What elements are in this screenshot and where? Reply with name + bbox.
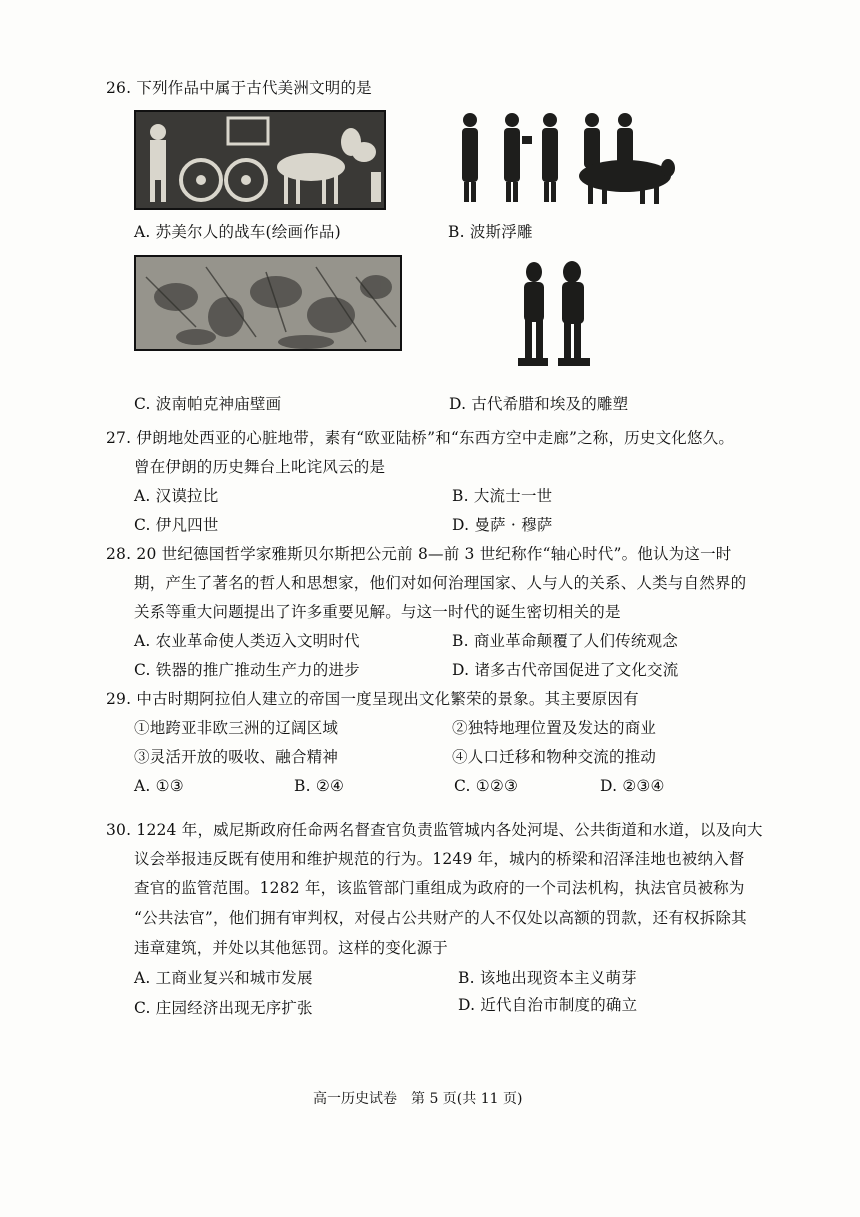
q29-option-b: B. ②④ <box>294 777 345 795</box>
q30-stem-line5: 违章建筑，并处以其他惩罚。这样的变化源于 <box>134 939 449 957</box>
q29-option-d: D. ②③④ <box>600 777 665 795</box>
q29-statement-2: ②独特地理位置及发达的商业 <box>452 719 657 737</box>
image-sumerian-chariot <box>134 110 386 210</box>
q29-statement-1: ①地跨亚非欧三洲的辽阔区域 <box>134 719 339 737</box>
q29-statement-3: ③灵活开放的吸收、融合精神 <box>134 748 339 766</box>
image-greek-egyptian-statues <box>512 258 598 370</box>
q27-option-a: A. 汉谟拉比 <box>134 487 219 505</box>
q28-stem-line3: 关系等重大问题提出了许多重要见解。与这一时代的诞生密切相关的是 <box>134 603 621 621</box>
q29-option-c: C. ①②③ <box>454 777 519 795</box>
q27-stem-line1: 27. 伊朗地处西亚的心脏地带，素有“欧亚陆桥”和“东西方空中走廊”之称，历史文化悠久。 <box>106 429 735 447</box>
q28-stem-line2: 期，产生了著名的哲人和思想家，他们对如何治理国家、人与人的关系、人类与自然界的 <box>134 574 747 592</box>
q26-option-d: D. 古代希腊和埃及的雕塑 <box>449 395 629 413</box>
image-persian-relief <box>440 108 675 208</box>
q28-stem-line1: 28. 20 世纪德国哲学家雅斯贝尔斯把公元前 8—前 3 世纪称作“轴心时代”。他认为这一时 <box>106 545 732 563</box>
q26-option-c: C. 波南帕克神庙壁画 <box>134 395 282 413</box>
image-bonampak-mural <box>134 255 402 351</box>
q30-stem-line1: 30. 1224 年，威尼斯政府任命两名督查官负责监管城内各处河堤、公共街道和水道，以及向大 <box>106 821 763 839</box>
q27-stem-line2: 曾在伊朗的历史舞台上叱诧风云的是 <box>134 458 386 476</box>
q30-option-d: D. 近代自治市制度的确立 <box>458 996 638 1014</box>
q26-stem: 26. 下列作品中属于古代美洲文明的是 <box>106 79 372 97</box>
q30-stem-line2: 议会举报违反既有使用和维护规范的行为。1249 年，城内的桥梁和沼泽洼地也被纳入督 <box>134 850 745 868</box>
q28-option-a: A. 农业革命使人类迈入文明时代 <box>134 632 360 650</box>
q30-option-b: B. 该地出现资本主义萌芽 <box>458 969 637 987</box>
q26-option-a: A. 苏美尔人的战车(绘画作品) <box>134 223 341 241</box>
q29-statement-4: ④人口迁移和物种交流的推动 <box>452 748 657 766</box>
q30-option-c: C. 庄园经济出现无序扩张 <box>134 999 313 1017</box>
page-footer: 高一历史试卷 第 5 页(共 11 页) <box>313 1091 523 1107</box>
q26-option-b: B. 波斯浮雕 <box>448 223 533 241</box>
q30-stem-line4: “公共法官”，他们拥有审判权，对侵占公共财产的人不仅处以高额的罚款，还有权拆除其 <box>134 909 747 927</box>
q28-option-b: B. 商业革命颠覆了人们传统观念 <box>452 632 678 650</box>
q27-option-c: C. 伊凡四世 <box>134 516 219 534</box>
q28-option-c: C. 铁器的推广推动生产力的进步 <box>134 661 360 679</box>
q27-option-d: D. 曼萨 · 穆萨 <box>452 516 553 534</box>
q30-option-a: A. 工商业复兴和城市发展 <box>134 969 313 987</box>
q30-stem-line3: 查官的监管范围。1282 年，该监管部门重组成为政府的一个司法机构，执法官员被称为 <box>134 879 745 897</box>
q29-option-a: A. ①③ <box>134 777 184 795</box>
q28-option-d: D. 诸多古代帝国促进了文化交流 <box>452 661 679 679</box>
q27-option-b: B. 大流士一世 <box>452 487 553 505</box>
q29-stem: 29. 中古时期阿拉伯人建立的帝国一度呈现出文化繁荣的景象。其主要原因有 <box>106 690 639 708</box>
